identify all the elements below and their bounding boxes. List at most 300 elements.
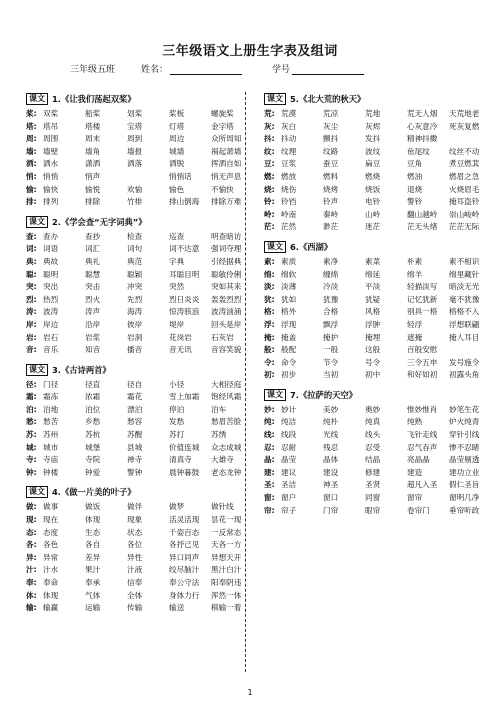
vocab-character: 掩: [264,332,275,342]
vocab-word: 宝塔 [127,121,143,131]
vocab-word: 当初 [323,370,339,380]
name-label: 姓名： [141,65,169,75]
vocab-row [26,146,244,159]
vocab-word: 记忆犹新 [407,294,438,304]
vocab-word: 身体力行 [169,590,200,600]
vocab-row [264,442,482,455]
vocab-character: 燃: [264,171,275,181]
vocab-row [26,404,244,417]
vocab-word: 饱经风霜 [211,392,242,402]
page-title: 三年级语文上册生字表及组词 [162,44,338,59]
vocab-word: 金字塔 [211,121,234,131]
vocab-word: 体现 [43,590,59,600]
vocab-word: 双桨 [43,109,59,118]
vocab-row [26,158,244,171]
vocab-word: 忍受 [365,442,381,452]
vocab-word: 窗口 [323,493,339,503]
vocab-word: 窗户 [281,493,297,503]
vocab-character: 建: [264,467,275,477]
vocab-row [26,108,244,121]
lesson-tag: 课文 [264,389,286,401]
vocab-word: 众所周知 [211,134,242,144]
vocab-word: 初中 [365,370,381,380]
vocab-word: 毫不犹豫 [449,294,480,304]
vocab-word: 荒漠 [281,109,297,118]
vocab-word: 螺旋桨 [211,109,234,118]
lesson-number: 2. [52,216,61,227]
lesson-heading [26,363,244,377]
vocab-word: 漂泊 [127,404,143,414]
vocab-word: 词语 [43,244,59,254]
lesson-heading [264,388,482,402]
vocab-word: 典范 [127,256,143,266]
vocab-row [264,306,482,319]
vocab-character: 窗: [264,493,275,503]
vocab-word: 心灰意冷 [407,121,438,131]
vocab-word: 堤岸 [169,319,185,329]
vocab-word: 悄声 [85,171,101,181]
vocab-word: 灰烬 [365,121,381,131]
vocab-word: 荒地 [365,109,381,118]
vocab-row [26,514,244,527]
lesson-title: 《古诗两首》 [60,364,111,375]
vocab-word: 神圣 [323,480,339,490]
vocab-row [264,344,482,357]
vocab-word: 崇山峻岭 [449,209,480,219]
vocab-word: 节令 [323,357,339,367]
left-column [26,92,244,621]
vocab-word: 煮豆燃萁 [449,159,480,169]
vocab-character: 纹: [264,146,275,156]
vocab-character: 线: [264,430,275,440]
vocab-row [26,379,244,392]
lesson-title: 《西湖》 [298,241,333,252]
vocab-character: 洒: [26,159,37,169]
vocab-word: 烧饭 [365,184,381,194]
vocab-word: 墙角 [85,146,101,156]
vocab-word: 绵延 [365,269,381,279]
vocab-word: 聪明 [43,269,59,279]
vocab-word: 城堡 [85,442,101,452]
vocab-character: 输: [26,603,37,613]
vocab-word: 发愁 [169,417,185,427]
vocab-row [26,319,244,332]
lesson-title: 《学会查“无字词典”》 [60,216,147,227]
vocab-word: 帘子 [281,505,297,515]
lesson-title: 《让我们荡起双桨》 [60,94,136,104]
vocab-word: 妙笔生花 [449,404,480,414]
vocab-word: 聪颖 [127,269,143,279]
vocab-character: 素: [264,256,275,266]
vocab-row [26,184,244,197]
vocab-word: 岩洞 [127,332,143,342]
vocab-word: 圣洁 [281,480,297,490]
vocab-row [264,492,482,505]
vocab-character: 晶: [264,455,275,465]
vocab-word: 划桨 [127,109,143,118]
vocab-character: 妙: [264,404,275,414]
vocab-word: 妙计 [281,404,297,414]
vocab-word: 巡查 [169,231,185,241]
vocab-word: 体现 [85,515,101,525]
vocab-word: 径直 [85,379,101,389]
vocab-word: 亮晶晶 [407,455,430,465]
vocab-word: 窗明几净 [449,493,480,503]
vocab-word: 霜花 [127,392,143,402]
vocab-character: 城: [26,442,37,452]
vocab-word: 泊地 [43,404,59,414]
vocab-character: 汁: [26,565,37,575]
lesson-heading [264,92,482,106]
vocab-word: 浮想联翩 [449,319,480,329]
vocab-word: 抖动 [281,134,297,144]
id-blank [292,64,364,75]
lesson-tag: 课文 [26,93,48,105]
vocab-row [264,416,482,429]
vocab-word: 县城 [127,442,143,452]
vocab-row [264,146,482,159]
vocab-character: 淡: [264,282,275,292]
vocab-word: 彼岸 [127,319,143,329]
vocab-word: 天各一方 [211,540,242,550]
vocab-word: 初露头角 [449,370,480,380]
vocab-word: 警钟 [127,467,143,477]
lesson-title: 《做一片美的叶子》 [60,487,136,498]
vocab-word: 悄悄 [43,171,59,181]
vocab-word: 排山倒海 [169,197,200,207]
lesson-number: 4. [52,487,61,498]
vocab-word: 大相径庭 [211,379,242,389]
vocab-character: 圣: [264,480,275,490]
vocab-word: 词汇 [85,244,101,254]
vocab-word: 奉命 [43,578,59,587]
vocab-word: 词句 [127,244,143,254]
vocab-word: 回头是岸 [211,319,242,329]
vocab-character: 泊: [26,404,37,414]
vocab-word: 线头 [365,430,381,440]
vocab-row [26,442,244,455]
vocab-word: 鱼尾纹 [407,146,430,156]
vocab-character: 音: [26,345,37,355]
vocab-word: 发抖 [365,134,381,144]
vocab-character: 茫: [264,222,275,232]
lesson-block [26,92,244,209]
vocab-word: 飞针走线 [407,430,438,440]
vocab-word: 掩盖 [281,332,297,342]
vocab-word: 警铃 [407,197,423,207]
vocab-word: 光线 [323,430,339,440]
vocab-word: 播音 [127,345,143,355]
vocab-character: 异: [26,552,37,562]
vocab-word: 突然 [169,282,185,292]
vocab-word: 命令 [281,357,297,367]
vocab-word: 石灰岩 [211,332,234,342]
vocab-word: 小径 [169,379,185,389]
vocab-word: 波纹 [365,146,381,156]
vocab-word: 烈日炎炎 [169,294,200,304]
vocab-row [26,133,244,146]
vocab-row [264,319,482,332]
vocab-word: 翻山越岭 [407,209,438,219]
vocab-word: 素菜 [365,256,381,266]
vocab-character: 烧: [264,184,275,194]
vocab-character: 令: [264,357,275,367]
vocab-word: 蚕豆 [323,159,339,169]
vocab-word: 先烈 [127,294,143,304]
vocab-row [264,332,482,345]
vocab-character: 涛: [26,307,37,317]
vocab-character: 灰: [264,121,275,131]
vocab-row [264,184,482,197]
vocab-word: 燃放 [281,171,297,181]
vocab-word: 耳聪目明 [169,269,200,279]
vocab-word: 轻浮 [407,319,423,329]
vocab-character: 查: [26,231,37,241]
class-label: 三年级五班 [70,65,116,75]
vocab-word: 棋输一着 [211,603,242,613]
vocab-word: 晶莹 [281,455,297,465]
vocab-word: 浑然一体 [211,590,242,600]
lesson-block [26,485,244,614]
vocab-word: 绵里藏针 [449,269,480,279]
vocab-word: 输赢 [43,603,59,613]
vocab-row [26,552,244,565]
lesson-tag: 课文 [264,241,286,253]
vocab-word: 烈火 [85,294,101,304]
vocab-word: 愉快 [43,184,59,194]
vocab-word: 轰轰烈烈 [211,294,242,304]
vocab-character: 般: [264,345,275,355]
vocab-word: 阳奉阴违 [211,578,242,587]
vocab-word: 周到 [127,134,143,144]
vocab-character: 烈: [26,294,37,304]
vocab-word: 火烧眉毛 [449,184,480,194]
vocab-character: 绵: [264,269,275,279]
vocab-word: 结晶 [365,455,381,465]
vocab-word: 炉火纯青 [449,417,480,427]
vocab-word: 山岭 [365,209,381,219]
lesson-title: 《拉萨的天空》 [298,389,358,400]
vocab-word: 周围 [43,134,59,144]
vocab-row [264,171,482,184]
vocab-character: 体: [26,590,37,600]
vocab-character: 排: [26,197,37,207]
vocab-word: 犹疑 [365,294,381,304]
vocab-word: 建设 [323,467,339,477]
lesson-number: 6. [290,241,299,252]
vocab-word: 悄悄话 [169,171,192,181]
vocab-word: 晨钟暮鼓 [169,467,200,477]
vocab-word: 燃眉之急 [449,171,480,181]
vocab-character: 岭: [264,209,275,219]
vocab-row [26,602,244,615]
vocab-word: 窗帘 [407,493,423,503]
vocab-word: 突如其来 [211,282,242,292]
vocab-character: 词: [26,244,37,254]
vocab-word: 淡薄 [281,282,297,292]
vocab-word: 精神抖擞 [407,134,438,144]
vocab-word: 和好如初 [407,370,438,380]
vocab-word: 犹豫 [323,294,339,304]
vocab-character: 奉: [26,578,37,587]
vocab-row [26,527,244,540]
vocab-word: 黑汁白汁 [211,565,242,575]
vocab-word: 雪上加霜 [169,392,200,402]
vocab-character: 愁: [26,417,37,427]
vocab-word: 死灰复燃 [449,121,480,131]
vocab-word: 潇洒 [85,159,101,169]
vocab-word: 荒无人烟 [407,109,438,118]
vocab-word: 迷茫 [365,222,381,232]
vocab-word: 掩护 [323,332,339,342]
vocab-word: 天荒地老 [449,109,480,118]
vocab-word: 百般安慰 [407,345,438,355]
vocab-character: 态: [26,527,37,537]
vocab-word: 钟爱 [85,467,101,477]
vocab-word: 周边 [169,134,185,144]
vocab-word: 扁豆 [365,159,381,169]
vocab-word: 眼帘 [365,505,381,515]
vocab-word: 运输 [85,603,101,613]
vocab-character: 做: [26,502,37,512]
page-number: 1 [247,688,253,697]
vocab-character: 岸: [26,319,37,329]
vocab-word: 建造 [407,467,423,477]
vocab-word: 各位 [127,540,143,550]
vocab-word: 荒凉 [323,109,339,118]
vocab-word: 做饭 [85,502,101,512]
lesson-block [26,363,244,480]
vocab-word: 竹排 [127,197,143,207]
vocab-row [264,196,482,209]
vocab-word: 冲突 [127,282,143,292]
vocab-word: 输送 [169,603,185,613]
vocab-row [26,243,244,256]
vocab-row [264,404,482,417]
vocab-word: 灰尘 [323,121,339,131]
lesson-number: 5. [290,94,299,104]
vocab-word: 现在 [43,515,59,525]
vocab-word: 汁液 [127,565,143,575]
vocab-word: 浓霜 [85,392,101,402]
vocab-row [264,221,482,234]
vocab-character: 霜: [26,392,37,402]
vocab-word: 超凡入圣 [407,480,438,490]
vocab-character: 犹: [264,294,275,304]
vocab-word: 墙报 [127,146,143,156]
vocab-word: 风格 [365,307,381,317]
vocab-row [26,577,244,590]
vocab-word: 轻描淡写 [407,282,438,292]
vocab-character: 初: [264,370,275,380]
vocab-word: 气体 [85,590,101,600]
vocab-word: 烧烤 [323,184,339,194]
lesson-heading [26,92,244,106]
vocab-word: 素质 [281,256,297,266]
vocab-character: 纯: [264,417,275,427]
vocab-character: 荒: [264,109,275,118]
vocab-word: 门径 [43,379,59,389]
vocab-word: 清真寺 [169,455,192,465]
vocab-row [264,121,482,134]
vocab-word: 犹如 [281,294,297,304]
vocab-character: 寺: [26,455,37,465]
vocab-word: 线段 [281,430,297,440]
column-divider [245,92,246,672]
vocab-row [26,454,244,467]
vocab-word: 知音 [85,345,101,355]
vocab-word: 排除 [85,197,101,207]
vocab-word: 退烧 [407,184,423,194]
vocab-word: 差异 [85,552,101,562]
vocab-word: 检查 [127,231,143,241]
vocab-character: 径: [26,379,37,389]
vocab-word: 奉承 [85,578,101,587]
vocab-word: 豆角 [407,159,423,169]
vocab-word: 乡愁 [85,417,101,427]
vocab-word: 残忍 [323,442,339,452]
vocab-word: 愁容 [127,417,143,427]
vocab-word: 波涛汹涌 [211,307,242,317]
vocab-word: 纯洁 [281,417,297,427]
vocab-word: 突出 [43,282,59,292]
vocab-word: 现象 [127,515,143,525]
vocab-word: 祸起萧墙 [211,146,242,156]
vocab-word: 发号施令 [449,357,480,367]
lesson-number: 7. [290,389,299,400]
right-column [264,92,482,523]
vocab-word: 修建 [365,467,381,477]
vocab-word: 纹路 [323,146,339,156]
lesson-tag: 课文 [264,93,286,105]
vocab-word: 寺庙 [43,455,59,465]
vocab-word: 岭南 [281,209,297,219]
vocab-word: 欢愉 [127,184,143,194]
vocab-word: 电铃 [365,197,381,207]
vocab-word: 汁水 [43,565,59,575]
vocab-word: 卷帘门 [407,505,430,515]
vocab-word: 朴素 [407,256,423,266]
vocab-word: 同窗 [365,493,381,503]
lesson-block [264,240,482,382]
vocab-character: 愉: [26,184,37,194]
vocab-row [26,564,244,577]
vocab-word: 聪慧 [85,269,101,279]
vocab-character: 桨: [26,109,37,118]
vocab-row [26,501,244,514]
lesson-title: 《北大荒的秋天》 [298,94,366,104]
vocab-word: 豆浆 [281,159,297,169]
vocab-character: 岩: [26,332,37,342]
vocab-word: 愁眉苦脸 [211,417,242,427]
vocab-character: 聪: [26,269,37,279]
vocab-word: 晶莹剔透 [449,455,480,465]
vocab-character: 各: [26,540,37,550]
vocab-word: 平淡 [365,282,381,292]
vocab-word: 浮肿 [365,319,381,329]
vocab-word: 素净 [323,256,339,266]
vocab-row [26,467,244,480]
vocab-row [26,196,244,209]
vocab-word: 号令 [365,357,381,367]
vocab-word: 泊车 [211,404,227,414]
vocab-character: 周: [26,134,37,144]
vocab-word: 绞尽脑汁 [169,565,200,575]
vocab-word: 涛声 [85,307,101,317]
vocab-word: 众志成城 [211,442,242,452]
vocab-word: 大雄寺 [211,455,234,465]
vocab-row [26,231,244,244]
